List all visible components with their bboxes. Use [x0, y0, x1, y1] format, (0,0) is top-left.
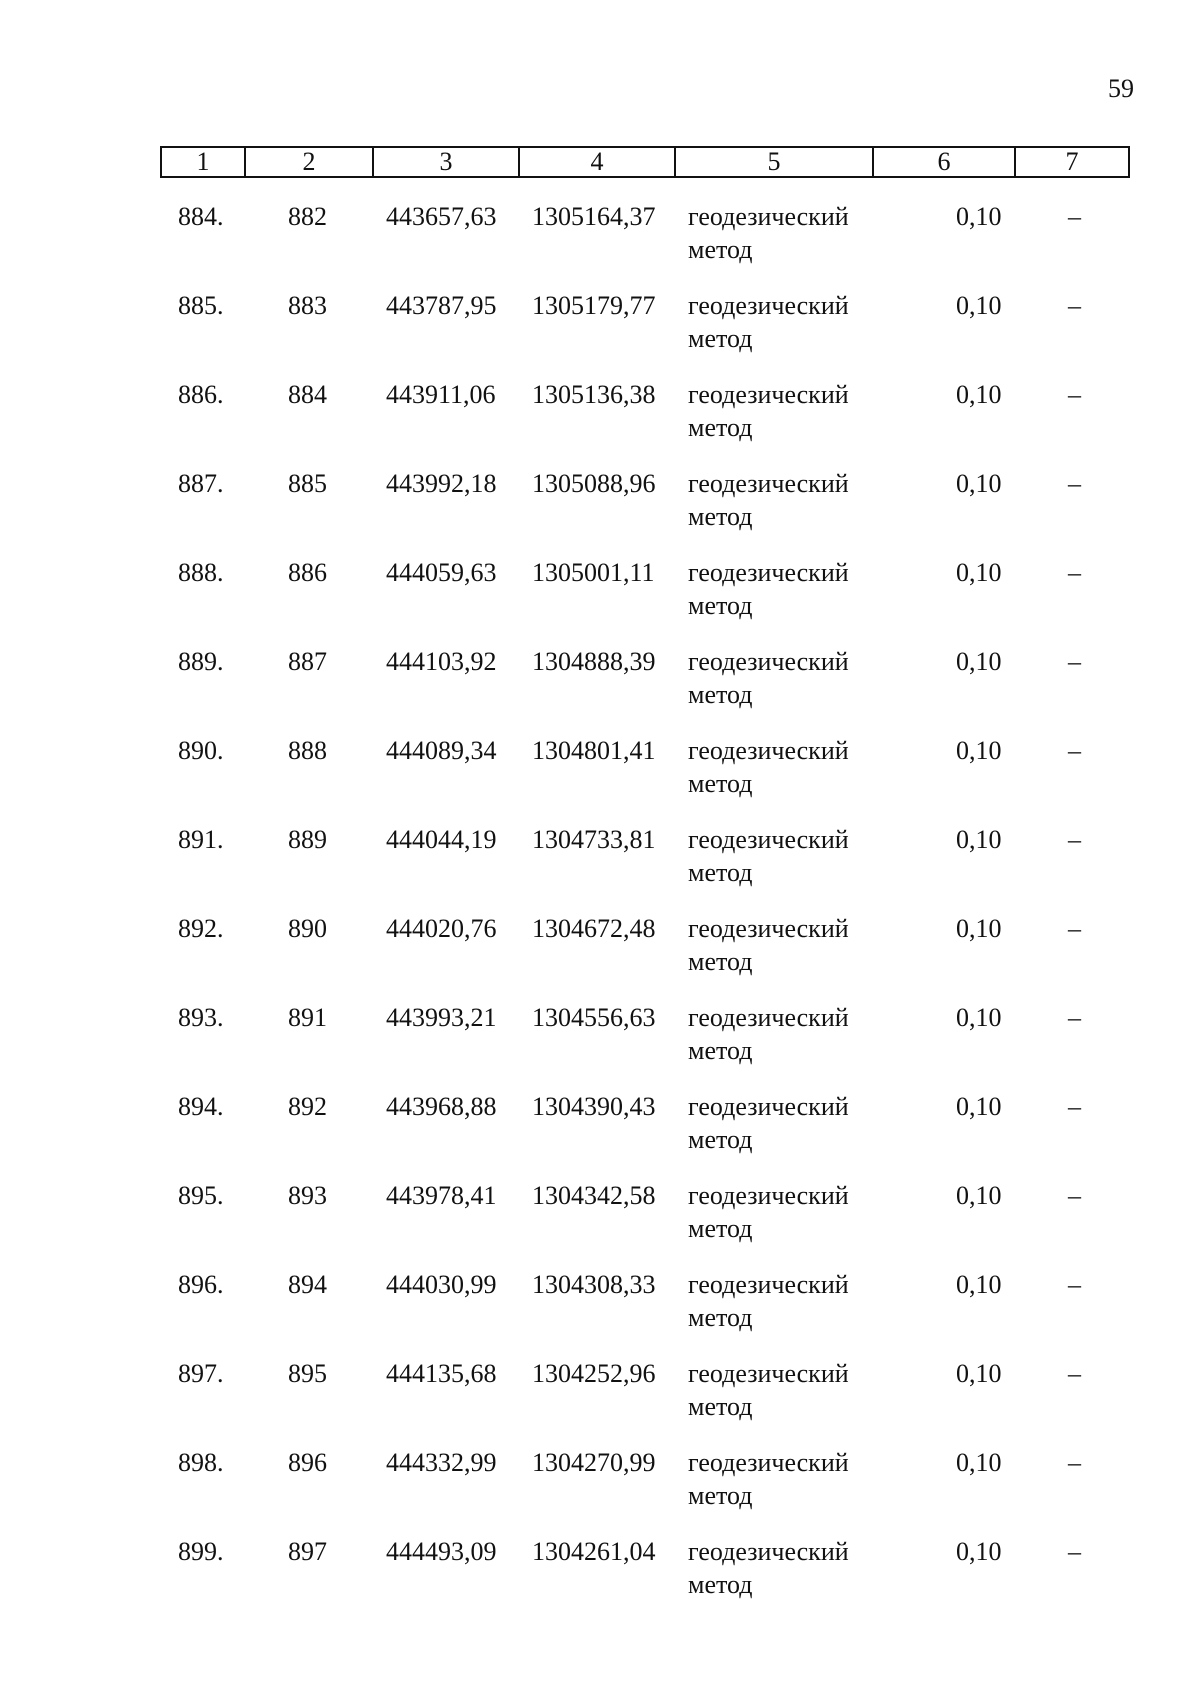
coordinate-x: 444332,99: [386, 1448, 497, 1477]
accuracy-value: 0,10: [956, 1003, 1002, 1032]
point-number: 890: [288, 914, 327, 943]
method-cell: [688, 912, 888, 978]
note-value: –: [1068, 1448, 1081, 1477]
table-body: [160, 200, 1130, 1624]
method-line-2: метод: [688, 1303, 753, 1332]
coordinate-y: 1304342,58: [532, 1181, 656, 1210]
coordinate-y: 1304888,39: [532, 647, 656, 676]
accuracy-value: 0,10: [956, 647, 1002, 676]
point-number: 897: [288, 1537, 327, 1566]
accuracy-value: 0,10: [956, 1448, 1002, 1477]
coordinate-x: 443787,95: [386, 291, 497, 320]
table-row: [160, 1090, 1130, 1179]
method-line-1: геодезический: [688, 736, 849, 765]
point-number: 887: [288, 647, 327, 676]
method-line-1: геодезический: [688, 558, 849, 587]
method-cell: [688, 1446, 888, 1512]
note-value: –: [1068, 380, 1081, 409]
header-col-1: 1: [162, 148, 246, 176]
row-number: 885.: [178, 291, 224, 320]
accuracy-value: 0,10: [956, 914, 1002, 943]
coordinate-y: 1304270,99: [532, 1448, 656, 1477]
row-number: 893.: [178, 1003, 224, 1032]
header-col-6: 6: [874, 148, 1016, 176]
point-number: 889: [288, 825, 327, 854]
note-value: –: [1068, 914, 1081, 943]
table-row: [160, 467, 1130, 556]
coordinate-y: 1304308,33: [532, 1270, 656, 1299]
note-value: –: [1068, 1092, 1081, 1121]
header-col-7: 7: [1065, 147, 1079, 176]
table-row: [160, 378, 1130, 467]
coordinate-y: 1305001,11: [532, 558, 655, 587]
note-value: –: [1068, 736, 1081, 765]
accuracy-value: 0,10: [956, 1092, 1002, 1121]
coordinate-x: 443992,18: [386, 469, 497, 498]
method-cell: [688, 200, 888, 266]
accuracy-value: 0,10: [956, 825, 1002, 854]
row-number: 895.: [178, 1181, 224, 1210]
note-value: –: [1068, 1003, 1081, 1032]
note-value: –: [1068, 1181, 1081, 1210]
method-cell: [688, 289, 888, 355]
point-number: 886: [288, 558, 327, 587]
method-line-1: геодезический: [688, 1359, 849, 1388]
method-cell: [688, 378, 888, 444]
coordinate-x: 444135,68: [386, 1359, 497, 1388]
method-cell: [688, 734, 888, 800]
header-col-4: 4: [520, 148, 676, 176]
method-line-1: геодезический: [688, 1092, 849, 1121]
method-line-2: метод: [688, 1481, 753, 1510]
point-number: 894: [288, 1270, 327, 1299]
table-row: [160, 912, 1130, 1001]
method-line-1: геодезический: [688, 825, 849, 854]
method-line-2: метод: [688, 1392, 753, 1421]
method-line-2: метод: [688, 413, 753, 442]
coordinate-x: 443968,88: [386, 1092, 497, 1121]
coordinate-x: 443657,63: [386, 202, 497, 231]
header-col-2: 2: [246, 148, 374, 176]
method-line-1: геодезический: [688, 1270, 849, 1299]
row-number: 891.: [178, 825, 224, 854]
point-number: 891: [288, 1003, 327, 1032]
coordinate-y: 1304261,04: [532, 1537, 656, 1566]
coordinate-x: 444089,34: [386, 736, 497, 765]
point-number: 885: [288, 469, 327, 498]
coordinate-y: 1304252,96: [532, 1359, 656, 1388]
method-line-2: метод: [688, 1570, 753, 1599]
point-number: 882: [288, 202, 327, 231]
note-value: –: [1068, 647, 1081, 676]
table-row: [160, 645, 1130, 734]
coordinate-x: 444030,99: [386, 1270, 497, 1299]
row-number: 894.: [178, 1092, 224, 1121]
table-row: [160, 556, 1130, 645]
accuracy-value: 0,10: [956, 1270, 1002, 1299]
table-row: [160, 200, 1130, 289]
method-line-1: геодезический: [688, 291, 849, 320]
note-value: –: [1068, 1270, 1081, 1299]
note-value: –: [1068, 291, 1081, 320]
method-line-1: геодезический: [688, 914, 849, 943]
row-number: 892.: [178, 914, 224, 943]
note-value: –: [1068, 202, 1081, 231]
point-number: 884: [288, 380, 327, 409]
accuracy-value: 0,10: [956, 736, 1002, 765]
coordinate-x: 444059,63: [386, 558, 497, 587]
point-number: 895: [288, 1359, 327, 1388]
method-line-2: метод: [688, 235, 753, 264]
page-number: 59: [1108, 74, 1134, 103]
method-line-2: метод: [688, 1214, 753, 1243]
coordinate-x: 444103,92: [386, 647, 497, 676]
table-row: [160, 1357, 1130, 1446]
point-number: 892: [288, 1092, 327, 1121]
note-value: –: [1068, 469, 1081, 498]
accuracy-value: 0,10: [956, 380, 1002, 409]
method-line-1: геодезический: [688, 647, 849, 676]
coordinate-y: 1304556,63: [532, 1003, 656, 1032]
table-header: [160, 146, 1130, 178]
header-col-5: 5: [676, 148, 874, 176]
accuracy-value: 0,10: [956, 469, 1002, 498]
method-line-1: геодезический: [688, 202, 849, 231]
coordinate-x: 443911,06: [386, 380, 496, 409]
coordinate-y: 1304801,41: [532, 736, 656, 765]
table-row: [160, 1001, 1130, 1090]
accuracy-value: 0,10: [956, 1181, 1002, 1210]
coordinate-y: 1304672,48: [532, 914, 656, 943]
point-number: 896: [288, 1448, 327, 1477]
method-line-2: метод: [688, 947, 753, 976]
method-cell: [688, 1090, 888, 1156]
note-value: –: [1068, 825, 1081, 854]
method-cell: [688, 1001, 888, 1067]
note-value: –: [1068, 1359, 1081, 1388]
method-line-2: метод: [688, 1125, 753, 1154]
coordinate-y: 1305164,37: [532, 202, 656, 231]
accuracy-value: 0,10: [956, 558, 1002, 587]
method-cell: [688, 467, 888, 533]
method-line-1: геодезический: [688, 1181, 849, 1210]
method-line-1: геодезический: [688, 1537, 849, 1566]
row-number: 898.: [178, 1448, 224, 1477]
accuracy-value: 0,10: [956, 1537, 1002, 1566]
method-line-2: метод: [688, 502, 753, 531]
accuracy-value: 0,10: [956, 291, 1002, 320]
method-cell: [688, 556, 888, 622]
accuracy-value: 0,10: [956, 202, 1002, 231]
method-line-2: метод: [688, 858, 753, 887]
table-row: [160, 1179, 1130, 1268]
row-number: 884.: [178, 202, 224, 231]
coordinate-y: 1305179,77: [532, 291, 656, 320]
point-number: 893: [288, 1181, 327, 1210]
row-number: 896.: [178, 1270, 224, 1299]
method-line-2: метод: [688, 680, 753, 709]
table-row: [160, 734, 1130, 823]
row-number: 886.: [178, 380, 224, 409]
note-value: –: [1068, 1537, 1081, 1566]
table-row: [160, 289, 1130, 378]
point-number: 888: [288, 736, 327, 765]
coordinate-y: 1305136,38: [532, 380, 656, 409]
method-cell: [688, 823, 888, 889]
table-row: [160, 1535, 1130, 1624]
method-cell: [688, 1268, 888, 1334]
method-line-2: метод: [688, 324, 753, 353]
point-number: 883: [288, 291, 327, 320]
method-cell: [688, 1179, 888, 1245]
header-col-3: 3: [374, 148, 520, 176]
row-number: 889.: [178, 647, 224, 676]
table-row: [160, 823, 1130, 912]
row-number: 899.: [178, 1537, 224, 1566]
coordinate-x: 443993,21: [386, 1003, 497, 1032]
method-line-2: метод: [688, 591, 753, 620]
coordinate-y: 1304733,81: [532, 825, 656, 854]
method-cell: [688, 1357, 888, 1423]
method-cell: [688, 1535, 888, 1601]
method-line-2: метод: [688, 1036, 753, 1065]
row-number: 897.: [178, 1359, 224, 1388]
row-number: 888.: [178, 558, 224, 587]
method-line-1: геодезический: [688, 380, 849, 409]
coordinate-y: 1305088,96: [532, 469, 656, 498]
method-line-1: геодезический: [688, 1003, 849, 1032]
row-number: 890.: [178, 736, 224, 765]
table-row: [160, 1268, 1130, 1357]
method-cell: [688, 645, 888, 711]
coordinate-x: 444493,09: [386, 1537, 497, 1566]
method-line-1: геодезический: [688, 1448, 849, 1477]
method-line-2: метод: [688, 769, 753, 798]
coordinate-y: 1304390,43: [532, 1092, 656, 1121]
note-value: –: [1068, 558, 1081, 587]
table-row: [160, 1446, 1130, 1535]
method-line-1: геодезический: [688, 469, 849, 498]
coordinate-x: 444020,76: [386, 914, 497, 943]
accuracy-value: 0,10: [956, 1359, 1002, 1388]
coordinate-x: 444044,19: [386, 825, 497, 854]
row-number: 887.: [178, 469, 224, 498]
coordinate-x: 443978,41: [386, 1181, 497, 1210]
